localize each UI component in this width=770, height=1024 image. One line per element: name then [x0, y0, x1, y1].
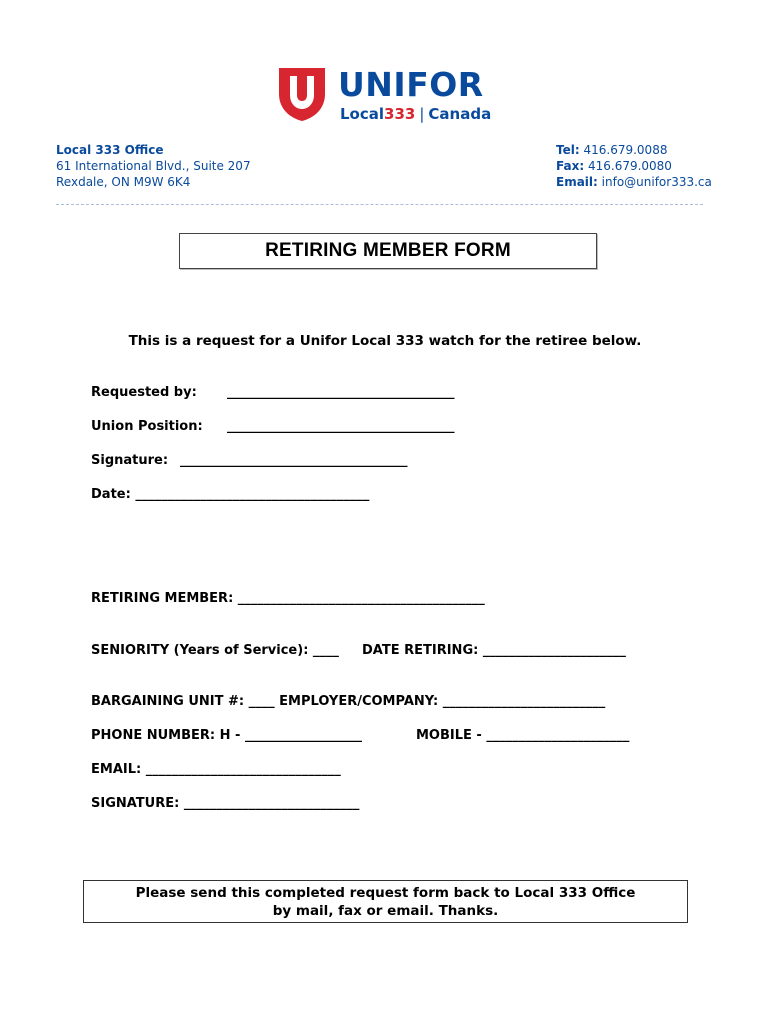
logo-separator: |: [419, 105, 425, 123]
unifor-shield-icon: [276, 64, 328, 122]
signature-field[interactable]: ___________________________________: [180, 453, 408, 468]
requested-by-field[interactable]: ___________________________________: [227, 385, 455, 400]
logo-subtitle: [340, 105, 491, 123]
phone-home-field[interactable]: PHONE NUMBER: H - __________________: [91, 728, 362, 743]
footer-note-line2: by mail, fax or email. Thanks.: [272, 902, 499, 919]
office-address: [56, 142, 251, 190]
fax-label: Fax:: [556, 159, 585, 173]
logo-number: 333: [384, 105, 416, 123]
office-heading: Local 333 Office: [56, 143, 164, 157]
signature-label: Signature:: [91, 453, 169, 468]
footer-note-line1: Please send this completed request form back to Local 333 Office: [135, 884, 636, 901]
bargaining-unit-field[interactable]: BARGAINING UNIT #: ____ EMPLOYER/COMPANY: _________________________: [91, 694, 606, 709]
email-label: Email:: [556, 175, 598, 189]
email-field[interactable]: EMAIL: ______________________________: [91, 762, 341, 777]
office-contact: [556, 142, 712, 190]
header-divider: [56, 204, 703, 205]
union-position-field[interactable]: ___________________________________: [227, 419, 455, 434]
date-field[interactable]: Date: ____________________________________: [91, 487, 370, 502]
fax-number: 416.679.0080: [587, 159, 672, 173]
form-title: RETIRING MEMBER FORM: [265, 240, 511, 261]
seniority-field[interactable]: SENIORITY (Years of Service): ____: [91, 643, 339, 658]
tel-label: Tel:: [556, 143, 580, 157]
logo-wordmark: UNIFOR: [338, 65, 484, 104]
date-retiring-field[interactable]: DATE RETIRING: ______________________: [362, 643, 626, 658]
requested-by-label: Requested by:: [91, 385, 197, 400]
logo-local: Local: [340, 105, 385, 123]
phone-mobile-field[interactable]: MOBILE - ______________________: [416, 728, 630, 743]
unifor-logo: [276, 64, 492, 126]
logo-country: Canada: [428, 105, 492, 123]
form-intro: This is a request for a Unifor Local 333 watch for the retiree below.: [128, 333, 642, 349]
footer-note-box: [83, 880, 688, 923]
office-address-line2: Rexdale, ON M9W 6K4: [56, 175, 191, 189]
email-address: info@unifor333.ca: [601, 175, 712, 189]
form-title-box: [179, 233, 597, 269]
member-signature-field[interactable]: SIGNATURE: ___________________________: [91, 796, 360, 811]
office-address-line1: 61 International Blvd., Suite 207: [56, 159, 251, 173]
retiring-member-field[interactable]: RETIRING MEMBER: ______________________________________: [91, 591, 485, 606]
tel-number: 416.679.0088: [583, 143, 668, 157]
union-position-label: Union Position:: [91, 419, 203, 434]
